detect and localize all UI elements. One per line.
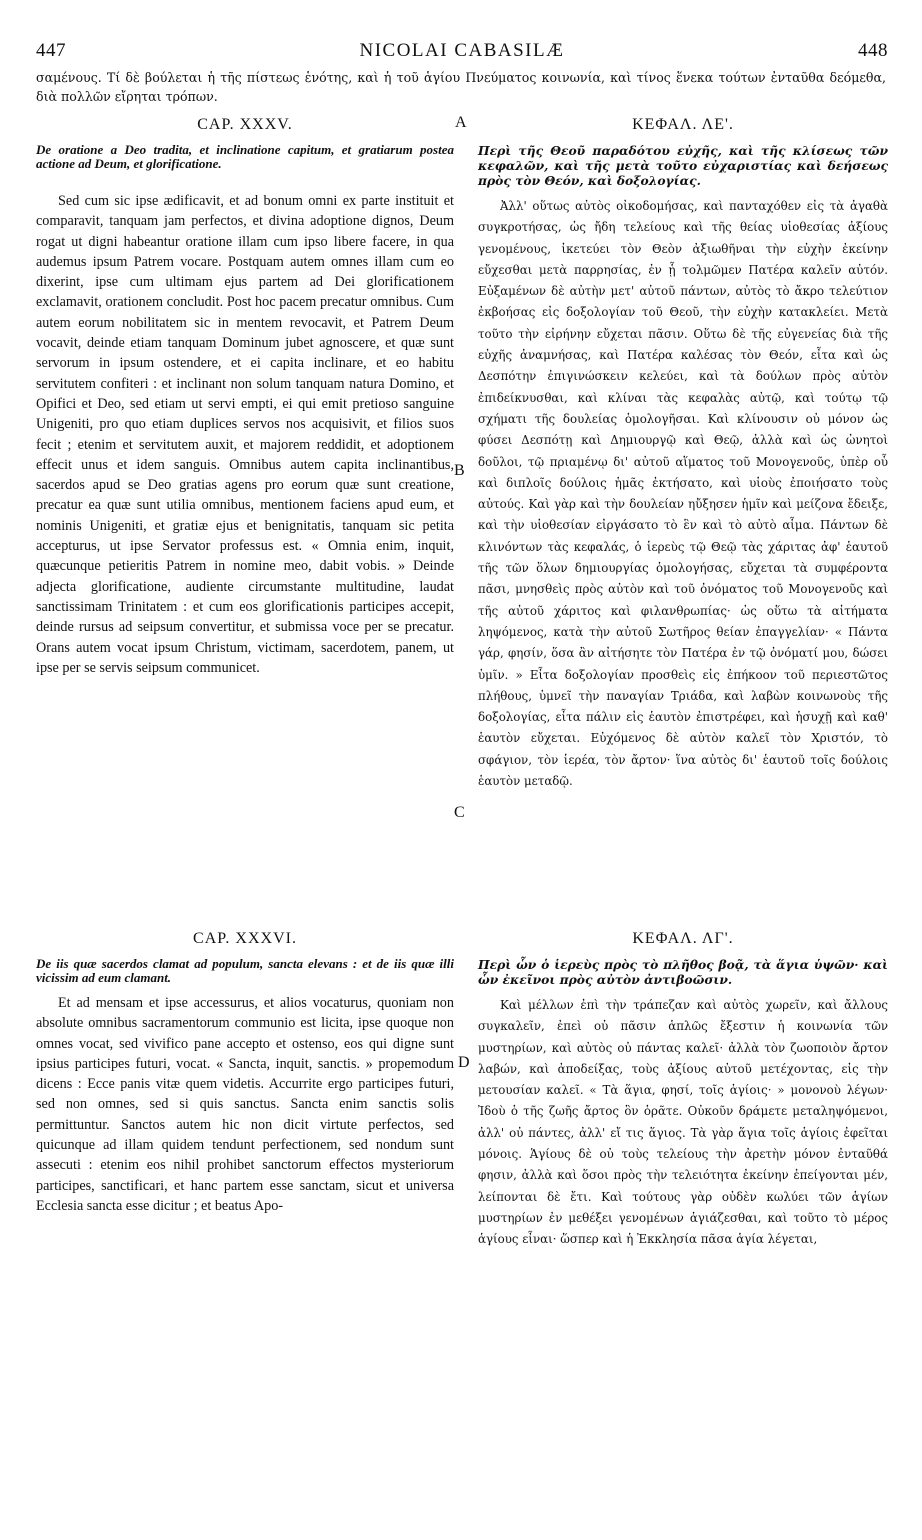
latin-column xyxy=(36,116,454,678)
running-header xyxy=(36,40,888,66)
margin-letter-b: B xyxy=(454,462,465,479)
margin-letter-c: C xyxy=(454,804,465,821)
margin-letter-d: D xyxy=(458,1054,470,1071)
chapter-heading-greek-35: ΚΕΦΑΛ. ΛΕ'. xyxy=(632,116,734,133)
chapter-text-greek-36: Καὶ μέλλων ἐπὶ τὴν τράπεζαν καὶ αὐτὸς χωρεῖν, καὶ ἄλλους συγκαλεῖν, ἐπεὶ οὐ πᾶσιν ἁπλῶς ἔξεστιν ἡ κοινωνία τῶν μυστηρίων, καὶ αὐτὸς οὐ πάντας καλεῖ· ἀλλὰ τὸν ζωοποιὸν ἄρτον λαβών, καὶ ἀποδείξας, τοὺς ἀξίους αὐτοῦ μετέχοντας, εἰς τὴν μετουσίαν καλεῖ. « Τὰ ἅγια, φησί, τοῖς ἁγίοις· » μονονοὺ λέγων· Ἰδοὺ ὁ τῆς ζωῆς ἄρτος ὃν ὁρᾶτε. Οὐκοῦν δράμετε μεταληψόμενοι, ἀλλ' οὐ πάντες, ἀλλ' εἴ τις ἅγιος. Τὰ γὰρ ἅγια τοῖς ἁγίοις ἐφεῖται μόνοις. Ἁγίους δὲ οὐ τοὺς τελείους τὴν ἀρετὴν μόνον ἐνταῦθά φησιν, ἀλλὰ καὶ ὅσοι πρὸς τὴν τελειότητα ἐκείνην ἐπείγονται μέν, λείπονται δὲ ἔτι. Καὶ τούτους γὰρ οὐδὲν κωλύει τῶν ἁγίων μυστηρίων ἐν μεθέξει γενομένων ἁγιάζεσθαι, καὶ τοῦτο τὸ μέρος ἁγίους εἶναι· ὥσπερ καὶ ἡ Ἐκκλησία πᾶσα ἁγία λέγεται, xyxy=(478,998,888,1247)
chapter-summary-greek-36: Περὶ ὧν ὁ ἱερεὺς πρὸς τὸ πλῆθος βοᾷ, τὰ ἅγια ὑψῶν· καὶ ὧν ἐκεῖνοι πρὸς αὐτὸν ἀντιβοῶσιν. xyxy=(478,957,888,987)
greek-column-section-2 xyxy=(478,930,888,1251)
chapter-summary-greek-35: Περὶ τῆς Θεοῦ παραδότου εὐχῆς, καὶ τῆς κλίσεως τῶν κεφαλῶν, καὶ τῆς μετὰ τοῦτο εὐχαριστίας καὶ δεήσεως πρὸς τὸν Θεόν, καὶ δοξολογίας. xyxy=(478,143,888,188)
chapter-summary-latin-36: De iis quæ sacerdos clamat ad populum, sancta elevans : et de iis quæ illi vicissim ad eum clamant. xyxy=(36,956,454,985)
chapter-heading-latin-36: CAP. XXXVI. xyxy=(193,930,297,947)
chapter-summary-latin-35: De oratione a Deo tradita, et inclinatione capitum, et gratiarum postea actione ad Deum, et glorificatione. xyxy=(36,142,454,171)
chapter-text-greek-35: Ἀλλ' οὕτως αὐτὸς οἰκοδομήσας, καὶ πανταχόθεν εἰς τὰ ἀγαθὰ συγκροτήσας, ὡς ἤδη τελείους καὶ τῆς θείας υἱοθεσίας ἀξίους γενομένους, ἱκετεύει τὸν Θεὸν ἀξιωθῆναι τὴν εὐχὴν ἐκείνην εὔχεσθαι μετὰ παρρησίας, ἐν ᾗ τολμῶμεν Πατέρα καλεῖν αὐτόν. Εὐξαμένων δὲ αὐτὴν μετ' αὐτοῦ πάντων, αὐτὸς τὸ ἄκρο τελεύτιον ἐκβοήσας εἰς δοξολογίαν τοῦ Θεοῦ, τὴν εὐχὴν κατακλείει. Μετὰ τοῦτο τὴν εἰρήνην εὔχεται πᾶσιν. Οὕτω δὲ τῆς εὐγενείας διὰ τῆς εὐχῆς ἀναμνήσας, καὶ Πατέρα καλέσας τὸν Θεόν, εἶτα καὶ ὡς Δεσπότην ἐπιγινώσκειν κελεύει, καὶ τὰ δούλων πρὸς αὐτὸν ἐπιδείκνυσθαι, καὶ κλίναι τὰς κεφαλὰς αὐτῷ, καὶ τούτῳ τῷ σχήματι τῆς δουλείας ὁμολογῆσαι. Καὶ κλίνουσιν οὐ μόνον ὡς φύσει Δεσπότῃ καὶ Δημιουργῷ καὶ Θεῷ, ἀλλὰ καὶ ὡς ὠνητοὶ δοῦλοι, τῷ πριαμένῳ δι' αὐτοῦ αἵματος τοῦ Μονογενοῦς, ὑπὲρ οὗ καὶ διπλοῖς δούλοις ἡμᾶς ἐκτήσατο, καὶ υἱοὺς ἐποιήσατο τοὺς αὐτούς. Καὶ γὰρ καὶ τὴν δουλείαν ηὔξησεν ἡμῖν καὶ μείζονα ἔδειξε, καὶ τὴν υἱοθεσίαν εἰργάσατο τὸ ἓν καὶ τὸ αὐτὸ αἷμα. Πάντων δὲ κλινόντων τὰς κεφαλάς, ὁ ἱερεὺς τῷ Θεῷ τὰς χάριτας ἀφ' ἑαυτοῦ τῆς τῶν ὅλων δημιουργίας ὁμολογήσας, εὔχεται τὰ συμφέροντα πᾶσι, μνησθεὶς πρὸς αὐτὸν καὶ τοῦ ὀνόματος τοῦ Μονογενοῦς καὶ τῆς αὐτοῦ χάριτος καὶ φιλανθρωπίας· ὡς οὕτω τὰ αἰτήματα ληψόμενος, κατὰ τὴν αὐτοῦ Σωτῆρος θείαν ἐπαγγελίαν· « Πάντα γάρ, φησίν, ὅσα ἂν αἰτήσητε τὸν Πατέρα ἐν τῷ ὀνόματί μου, δώσει ὑμῖν. » Εἶτα δοξολογίαν προσθεὶς εἰς ἐπήκοον τοῦ περιεστῶτος πλήθους, ὑμνεῖ τὴν παναγίαν Τριάδα, καὶ λαβὼν κοινωνοὺς τῆς δοξολογίας, εἶτα πάλιν εἰς ἑαυτὸν ἐπιστρέφει, καὶ ἡσυχῇ καὶ καθ' ἑαυτὸν εὔχεται. Εὐχόμενος δὲ αὐτὸν καλεῖ τὸν Χριστόν, τὸ σφάγιον, τὸν ἱερέα, τὸν ἄρτον· ἵνα αὐτὸς δι' ἑαυτοῦ τοῖς δούλοις ἑαυτὸν μεταδῷ. xyxy=(478,199,888,789)
chapter-text-latin-36: Et ad mensam et ipse accessurus, et alios vocaturus, quoniam non absolute omnibus sacramentorum communio est licita, ipse quoque non omnes vocat, sed vivifico pane accepto et ostenso, eos qui digne sunt ipsius participes futuri, vocat. « Sancta, inquit, sanctis. » propemodum dicens : Ecce panis vitæ quem videtis. Accurrite ergo participes futuri, sed non omnes, sed si quis sanctus. Sancta enim sanctis solis permittuntur. Sanctos autem hic non dicit virtute perfectos, sed quicunque ad illam quidem tendunt perfectionem, sed nondum sunt assecuti : etenim eos nihil prohibet sanctorum effectos mysteriorum participes, sanctificari, et hanc partem esse sanctam, sicut et universa Ecclesia sancta esse dicitur ; et beatus Apo- xyxy=(36,995,454,1214)
page-number-left: 447 xyxy=(36,40,66,61)
page-number-right: 448 xyxy=(858,40,888,61)
chapter-text-latin-35: Sed cum sic ipse ædificavit, et ad bonum omni ex parte instituit et comparavit, tanquam jam perfectos, et divina adoptione dignos, Deum rogat ut digni habeantur oratione illam cum ipso libere facere, in qua audemus ipsum Patrem vocare. Postquam autem omnes illam cum eo dixerint, ipse cum ultimam ejus partem ad Dei glorificationem exclamavit, orationem concludit. Post hoc pacem precatur omnibus. Cum autem eorum nobilitatem sic in mentem revocavit, et Patrem Deum vocavit, deinde etiam tanquam Dominum jubet agnoscere, et quæ sunt servorum in ipsum ostendere, et ei capita inclinare, et eo habitu servitutem confiteri : et inclinant non solum tanquam natura Domino, et Opifici et Deo, sed etiam ut servi empti, ei qui emit pretioso sanguine Unigeniti, pro quo etiam duplices servos nos acquisivit, et filios suos fecit ; etenim et servitutem auxit, et majorem reddidit, et adoptionem effecit unus et idem sanguis. Omnibus autem capita inclinantibus, sacerdos apud se Deo gratias agens pro eorum quæ sunt creatione, precatur ea quæ sunt utilia omnibus, mentionem faciens apud eum, et nominis Unigeniti, et gratiæ ejus et benignitatis, tanquam sic petita accepturus, ut ipse Servator professus est. « Omnia enim, inquit, quæcunque petieritis Patrem in nomine meo, dabit vobis. » Deinde adjecta glorificatione, audiente circumstante multitudine, laudat sanctissimam Trinitatem : et cum eos glorificationis participes accepit, deinde rursus ad seipsum convertitur, et submissa voce per se precatur. Orans autem vocat ipsum Christum, victimam, sacerdotem, panem, ut ipse per se servis seipsum communicet. xyxy=(36,193,454,676)
margin-letter-a: A xyxy=(455,114,467,131)
latin-column-section-2 xyxy=(36,930,454,1216)
greek-column xyxy=(478,116,888,792)
running-title: NICOLAI CABASILÆ xyxy=(359,40,565,61)
chapter-heading-latin-35: CAP. XXXV. xyxy=(197,116,293,133)
chapter-heading-greek-36: ΚΕΦΑΛ. ΛΓ'. xyxy=(632,930,734,947)
intro-greek-lines: σαμένους. Τί δὲ βούλεται ἡ τῆς πίστεως ἑνότης, καὶ ἡ τοῦ ἁγίου Πνεύματος κοινωνία, καὶ τίνος ἕνεκα τούτων ἐνταῦθα δεόμεθα, διὰ πολλῶν εἴρηται τρόπων. xyxy=(36,70,886,104)
